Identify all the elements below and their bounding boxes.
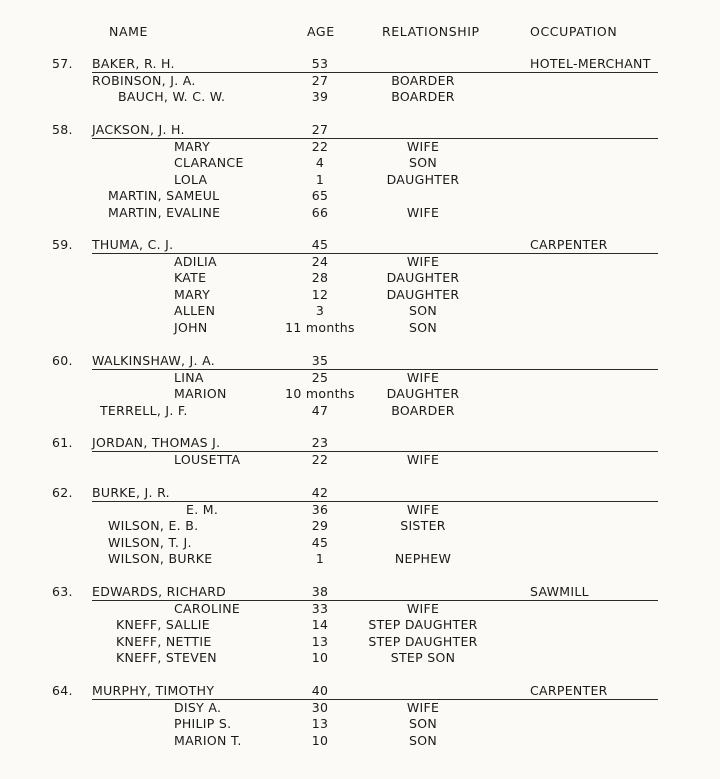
member-age: 35: [311, 353, 329, 368]
member-name: MARION: [174, 386, 227, 401]
member-relationship: WIFE: [406, 699, 440, 715]
member-age: 4: [315, 155, 325, 170]
member-relationship: SON: [408, 319, 438, 335]
member-relationship: SON: [408, 716, 438, 731]
member-relationship: BOARDER: [391, 402, 455, 418]
column-header-occupation: OCCUPATION: [530, 24, 618, 39]
member-age: 13: [311, 716, 329, 731]
member-relationship: WIFE: [406, 501, 440, 517]
member-name: ROBINSON, J. A.: [92, 72, 196, 88]
member-age: 38: [311, 584, 329, 599]
member-age: 1: [315, 171, 325, 187]
head-of-household-name: EDWARDS, RICHARD: [92, 584, 227, 599]
member-name: TERRELL, J. F.: [100, 402, 188, 418]
member-relationship: SON: [408, 303, 438, 318]
member-name: WILSON, E. B.: [108, 518, 199, 533]
member-name: JOHN: [174, 319, 208, 335]
member-name: WILSON, BURKE: [108, 551, 213, 566]
household-number: 58.: [52, 122, 73, 137]
head-of-household-name: JACKSON, J. H.: [92, 122, 185, 137]
member-relationship: WIFE: [406, 369, 440, 385]
head-of-household-name: WALKINSHAW, J. A.: [92, 353, 215, 368]
occupation: HOTEL-MERCHANT: [530, 56, 651, 71]
member-age: 39: [311, 89, 329, 104]
member-age: 25: [311, 369, 329, 385]
member-name: DISY A.: [174, 699, 222, 715]
member-relationship: WIFE: [406, 204, 440, 220]
member-age: 1: [315, 551, 325, 566]
member-relationship: STEP SON: [390, 650, 456, 665]
member-age: 22: [311, 138, 329, 154]
member-age: 33: [311, 600, 329, 616]
member-relationship: DAUGHTER: [386, 386, 460, 401]
member-relationship: BOARDER: [391, 89, 455, 104]
member-age: 3: [315, 303, 325, 318]
head-of-household-name: THUMA, C. J.: [92, 237, 174, 252]
head-of-household-name: MURPHY, TIMOTHY: [92, 683, 215, 698]
occupation: CARPENTER: [530, 237, 608, 252]
member-name: MARY: [174, 286, 211, 302]
column-header-name: NAME: [109, 24, 148, 39]
member-age: 23: [311, 435, 329, 450]
member-age: 65: [311, 188, 329, 203]
member-age: 36: [311, 501, 329, 517]
occupation: SAWMILL: [530, 584, 589, 599]
member-name: MARTIN, EVALINE: [108, 204, 221, 220]
member-name: PHILIP S.: [174, 716, 232, 731]
household-number: 59.: [52, 237, 73, 252]
member-age: 29: [311, 518, 329, 533]
household-number: 64.: [52, 683, 73, 698]
member-relationship: WIFE: [406, 451, 440, 467]
member-relationship: STEP DAUGHTER: [368, 617, 478, 632]
member-relationship: DAUGHTER: [386, 270, 460, 285]
member-name: WILSON, T. J.: [108, 534, 192, 550]
member-age: 11 months: [285, 319, 355, 335]
head-of-household-name: BURKE, J. R.: [92, 485, 170, 500]
member-relationship: SON: [408, 155, 438, 170]
member-name: MARTIN, SAMEUL: [108, 188, 220, 203]
member-relationship: DAUGHTER: [386, 286, 460, 302]
member-relationship: WIFE: [406, 138, 440, 154]
member-name: MARY: [174, 138, 211, 154]
member-age: 28: [311, 270, 329, 285]
member-age: 27: [311, 122, 329, 137]
household-number: 57.: [52, 56, 73, 71]
member-age: 66: [311, 204, 329, 220]
member-age: 45: [311, 534, 329, 550]
member-age: 24: [311, 253, 329, 269]
member-age: 10: [311, 732, 329, 748]
household-number: 63.: [52, 584, 73, 599]
member-age: 47: [311, 402, 329, 418]
member-relationship: WIFE: [406, 253, 440, 269]
member-name: KNEFF, NETTIE: [116, 633, 212, 649]
member-age: 13: [311, 633, 329, 649]
member-name: KNEFF, STEVEN: [116, 650, 217, 665]
member-name: KNEFF, SALLIE: [116, 617, 210, 632]
member-age: 14: [311, 617, 329, 632]
member-relationship: BOARDER: [391, 72, 455, 88]
member-relationship: SON: [408, 732, 438, 748]
head-of-household-name: JORDAN, THOMAS J.: [92, 435, 221, 450]
member-age: 10 months: [285, 386, 355, 401]
member-age: 27: [311, 72, 329, 88]
member-name: E. M.: [186, 501, 219, 517]
member-name: LINA: [174, 369, 204, 385]
member-name: CAROLINE: [174, 600, 241, 616]
member-name: MARION T.: [174, 732, 242, 748]
member-name: KATE: [174, 270, 207, 285]
member-age: 22: [311, 451, 329, 467]
member-age: 12: [311, 286, 329, 302]
member-name: BAUCH, W. C. W.: [118, 89, 226, 104]
member-relationship: SISTER: [400, 518, 446, 533]
head-of-household-name: BAKER, R. H.: [92, 56, 175, 71]
member-age: 53: [311, 56, 329, 71]
member-age: 40: [311, 683, 329, 698]
member-name: LOUSETTA: [174, 451, 241, 467]
member-name: LOLA: [174, 171, 208, 187]
member-name: ALLEN: [174, 303, 216, 318]
member-age: 45: [311, 237, 329, 252]
household-number: 61.: [52, 435, 73, 450]
household-number: 62.: [52, 485, 73, 500]
member-relationship: WIFE: [406, 600, 440, 616]
column-header-relationship: RELATIONSHIP: [382, 24, 480, 39]
member-age: 10: [311, 650, 329, 665]
member-relationship: NEPHEW: [394, 551, 452, 566]
occupation: CARPENTER: [530, 683, 608, 698]
household-number: 60.: [52, 353, 73, 368]
member-relationship: STEP DAUGHTER: [368, 633, 478, 649]
member-relationship: DAUGHTER: [386, 171, 460, 187]
column-header-age: AGE: [307, 24, 335, 39]
member-name: ADILIA: [174, 253, 217, 269]
member-name: CLARANCE: [174, 155, 244, 170]
member-age: 42: [311, 485, 329, 500]
member-age: 30: [311, 699, 329, 715]
